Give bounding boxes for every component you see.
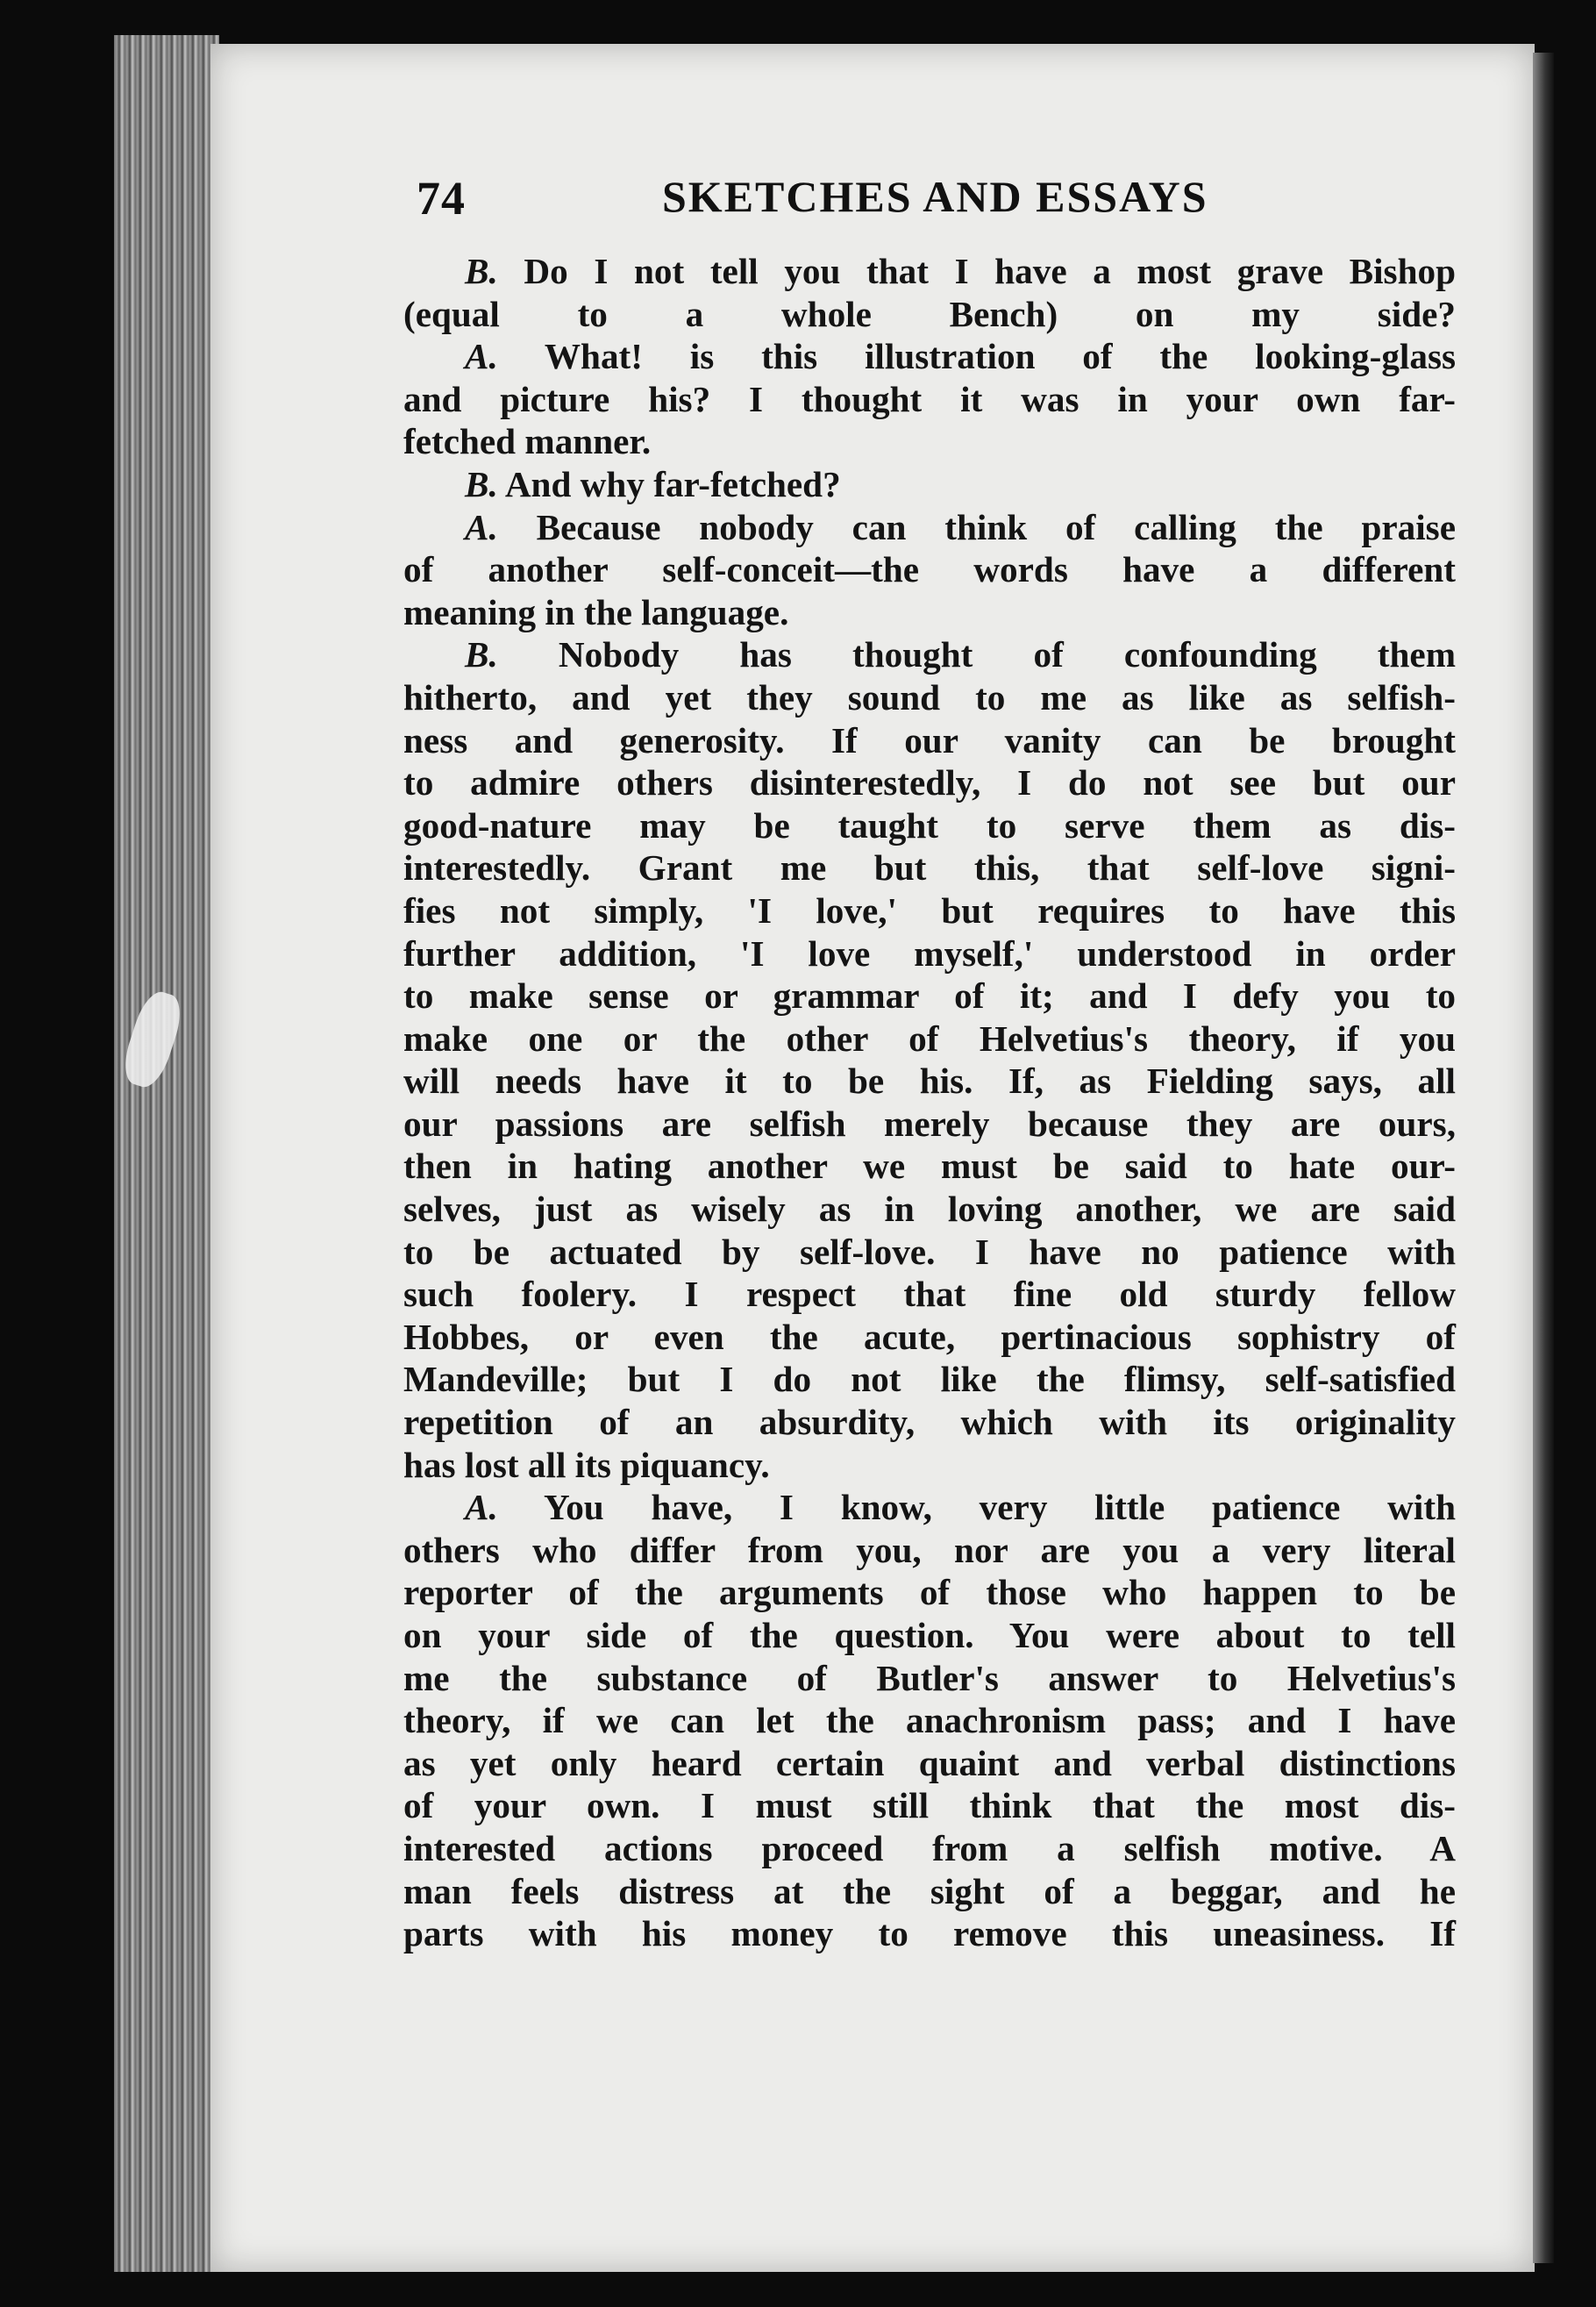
text-line	[403, 1145, 1456, 1188]
text-line	[403, 335, 1456, 378]
line-text: has lost all its piquancy.	[403, 1444, 770, 1485]
line-text: good-nature may be taught to serve them as dis-	[403, 804, 1456, 846]
running-title: SKETCHES AND ESSAYS	[662, 172, 1208, 221]
line-text: will needs have it to be his. If, as Fielding says, all	[403, 1061, 1456, 1102]
text-line	[403, 1188, 1456, 1231]
text-line	[403, 1401, 1456, 1444]
line-text: ness and generosity. If our vanity can be brought	[403, 719, 1456, 761]
text-line	[403, 1742, 1456, 1785]
text-line	[403, 1231, 1456, 1274]
line-text: (equal to a whole Bench) on my side?	[403, 293, 1456, 334]
speaker-label: A.	[465, 506, 498, 547]
text-line	[403, 846, 1456, 889]
text-line	[403, 1657, 1456, 1700]
text-line	[403, 761, 1456, 804]
text-line	[403, 1486, 1456, 1529]
body-text	[403, 250, 1456, 1955]
text-line	[403, 591, 1456, 634]
speaker-label: A.	[465, 1487, 498, 1528]
line-text: to be actuated by self-love. I have no patience with	[403, 1231, 1456, 1272]
text-line	[403, 1444, 1456, 1487]
page-header	[417, 171, 1223, 232]
line-text: of another self-conceit—the words have a different	[403, 549, 1456, 590]
line-text: fies not simply, 'I love,' but requires to have this	[403, 889, 1456, 931]
text-line	[403, 1912, 1456, 1955]
text-line	[403, 506, 1456, 549]
text-line	[403, 719, 1456, 762]
text-line	[403, 1358, 1456, 1401]
text-line	[403, 1060, 1456, 1103]
line-text: to admire others disinterestedly, I do not see but our	[403, 762, 1456, 804]
text-line	[403, 1784, 1456, 1827]
line-text: man feels distress at the sight of a beggar, and he	[403, 1870, 1456, 1911]
speaker-label: B.	[465, 251, 498, 291]
text-line	[403, 1571, 1456, 1614]
text-line	[403, 1018, 1456, 1061]
text-line	[403, 378, 1456, 421]
line-text: as yet only heard certain quaint and verbal distinctions	[403, 1742, 1456, 1783]
line-text: hitherto, and yet they sound to me as like as selfish-	[403, 676, 1456, 718]
line-text: You have, I know, very little patience with	[544, 1487, 1456, 1528]
text-line	[403, 804, 1456, 847]
text-line	[403, 1870, 1456, 1913]
text-line	[403, 1529, 1456, 1572]
line-text: Mandeville; but I do not like the flimsy, self-satisfied	[403, 1359, 1456, 1400]
text-line	[403, 633, 1456, 676]
text-line	[403, 975, 1456, 1018]
text-line	[403, 1827, 1456, 1870]
line-text: on your side of the question. You were about to tell	[403, 1615, 1456, 1655]
line-text: me the substance of Butler's answer to Helvetius's	[403, 1657, 1456, 1698]
right-page-edge	[1533, 53, 1554, 2263]
text-line	[403, 548, 1456, 591]
line-text: then in hating another we must be said to hate our-	[403, 1146, 1456, 1187]
line-text: others who differ from you, nor are you a very literal	[403, 1529, 1456, 1570]
text-line	[403, 676, 1456, 719]
text-line	[403, 1316, 1456, 1359]
line-text: repetition of an absurdity, which with its originality	[403, 1402, 1456, 1443]
text-line	[403, 420, 1456, 463]
speaker-label: B.	[465, 463, 498, 504]
line-text: Do I not tell you that I have a most grave Bishop	[524, 251, 1456, 291]
text-line	[403, 293, 1456, 336]
line-text: Hobbes, or even the acute, pertinacious sophistry of	[403, 1316, 1456, 1357]
text-line	[403, 889, 1456, 932]
line-text: interested actions proceed from a selfish motive. A	[403, 1827, 1456, 1868]
text-line	[403, 463, 1456, 506]
page-edges	[114, 35, 219, 2272]
line-text: Because nobody can think of calling the praise	[536, 506, 1456, 547]
line-text: and picture his? I thought it was in your own far-	[403, 378, 1456, 419]
text-line	[403, 1103, 1456, 1146]
line-text: further addition, 'I love myself,' understood in order	[403, 932, 1456, 974]
line-text: And why far-fetched?	[504, 463, 841, 504]
text-line	[403, 1614, 1456, 1657]
text-line	[403, 250, 1456, 293]
line-text: fetched manner.	[403, 421, 652, 462]
line-text: What! is this illustration of the looking-glass	[544, 336, 1457, 377]
text-line	[403, 1699, 1456, 1742]
line-text: such foolery. I respect that fine old sturdy fellow	[403, 1274, 1456, 1315]
line-text: selves, just as wisely as in loving another, we are said	[403, 1189, 1456, 1230]
line-text: parts with his money to remove this uneasiness. If	[403, 1913, 1456, 1954]
page-number: 74	[417, 172, 466, 225]
line-text: meaning in the language.	[403, 591, 789, 632]
line-text: to make sense or grammar of it; and I defy you to	[403, 975, 1456, 1017]
speaker-label: A.	[465, 336, 498, 377]
line-text: Nobody has thought of confounding them	[558, 634, 1457, 675]
line-text: our passions are selfish merely because they are ours,	[403, 1103, 1456, 1144]
line-text: reporter of the arguments of those who happen to be	[403, 1572, 1456, 1613]
speaker-label: B.	[465, 634, 498, 675]
text-line	[403, 1273, 1456, 1316]
line-text: theory, if we can let the anachronism pass; and I have	[403, 1700, 1456, 1741]
text-line	[403, 932, 1456, 975]
line-text: interestedly. Grant me but this, that self-love signi-	[403, 847, 1456, 889]
line-text: make one or the other of Helvetius's theory, if you	[403, 1018, 1456, 1059]
line-text: of your own. I must still think that the most dis-	[403, 1785, 1456, 1826]
